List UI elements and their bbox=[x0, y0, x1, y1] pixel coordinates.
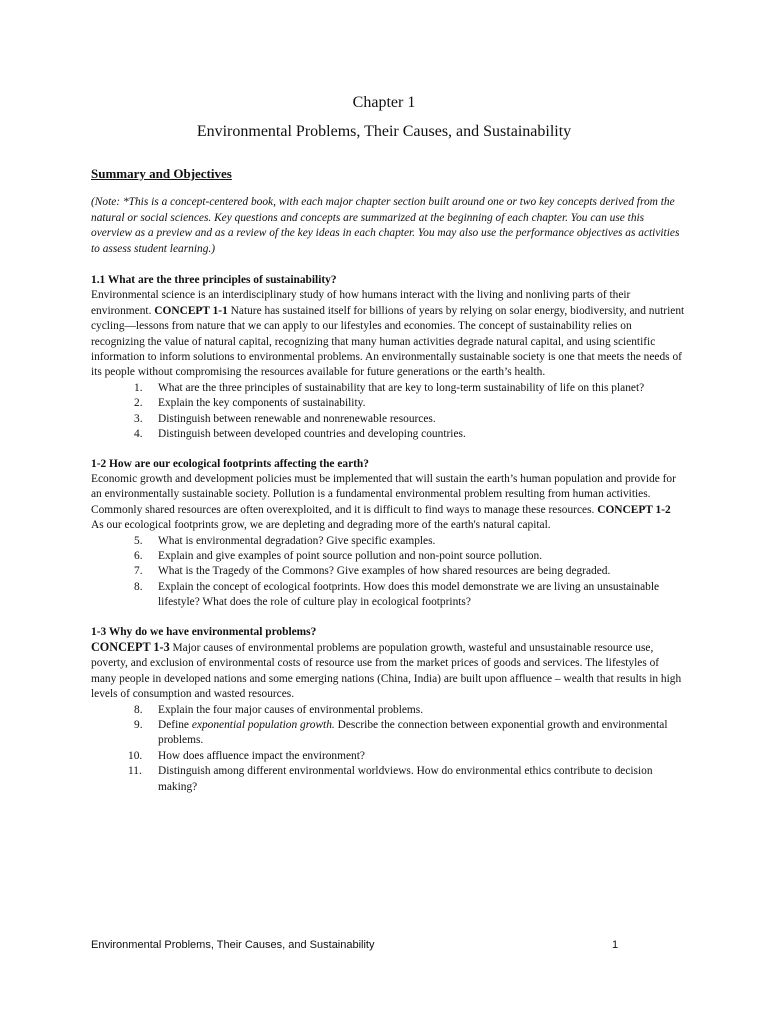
item-text: Distinguish among different environmental worldviews. How do environmental ethics contribute to decision making? bbox=[158, 765, 653, 793]
summary-note: (Note: *This is a concept-centered book, with each major chapter section built around one or two key concepts derived from the natural or social sciences. Key questions and concepts are summarized at the beginning of each chapter. You can use this overview as a preview and as a review of the key ideas in each chapter. You may also use the performance objectives as activities to assess student learning.) bbox=[91, 196, 680, 255]
list-item bbox=[134, 396, 685, 411]
item-number: 6. bbox=[134, 549, 143, 562]
list-item bbox=[134, 534, 685, 549]
body-text: Major causes of environmental problems are population growth, wasteful and unsustainable resource use, poverty, and exclusion of environmental costs of resource use from the market prices of goods and services. The lifestyles of many people in developed nations and some emerging nations (China, India) are built upon affluence – wealth that results in high levels of consumption and wasted resources. bbox=[91, 641, 682, 701]
objectives-list bbox=[91, 534, 685, 611]
concept-label: CONCEPT 1-2 bbox=[597, 503, 671, 516]
body-text: Nature has sustained itself for billions of years by relying on solar energy, biodiversity, and nutrient cycling—lessons from nature that we can apply to our lifestyles and economies. The concept of sustainability relies on recognizing the value of natural capital, recognizing that many human activities degrade natural capital, and using scientific information to inform solutions to environmental problems. An environmentally sustainable society is one that meets the needs of its people without compromising the resources available for future generations or the earth’s health. bbox=[91, 304, 685, 379]
list-item bbox=[134, 412, 685, 427]
list-item bbox=[134, 381, 685, 396]
concept-label: CONCEPT 1-1 bbox=[154, 304, 228, 317]
section-1-2 bbox=[91, 457, 685, 611]
body-text: Environmental science is an interdisciplinary study of how humans interact with the living and nonliving parts of their environment. bbox=[91, 289, 631, 317]
section-1-1 bbox=[91, 273, 685, 442]
item-text: Explain the key components of sustainability. bbox=[158, 397, 366, 410]
item-number: 3. bbox=[134, 412, 143, 425]
item-number: 1. bbox=[134, 381, 143, 394]
item-text: Define bbox=[158, 719, 192, 731]
objectives-list bbox=[91, 703, 685, 795]
list-item bbox=[134, 564, 685, 579]
item-number: 8. bbox=[134, 580, 143, 593]
item-text: How does affluence impact the environment? bbox=[158, 749, 365, 762]
item-number: 2. bbox=[134, 397, 143, 410]
item-text: What is environmental degradation? Give specific examples. bbox=[158, 534, 436, 547]
running-footer: Environmental Problems, Their Causes, and Sustainability bbox=[91, 939, 375, 951]
list-item bbox=[134, 580, 685, 611]
summary-heading: Summary and Objectives bbox=[91, 166, 232, 181]
page-number: 1 bbox=[612, 939, 619, 951]
chapter-label: Chapter 1 bbox=[352, 94, 416, 111]
item-number: 7. bbox=[134, 565, 143, 578]
list-item bbox=[134, 549, 685, 564]
section-body bbox=[91, 472, 685, 534]
item-number: 4. bbox=[134, 428, 143, 441]
item-text: What are the three principles of sustainability that are key to long-term sustainability of life on this planet? bbox=[158, 381, 645, 394]
section-body bbox=[91, 288, 685, 380]
list-item bbox=[134, 718, 685, 749]
item-number: 9. bbox=[134, 719, 143, 731]
body-text: Economic growth and development policies must be implemented that will sustain the earth’s human population and provide for an environmentally sustainable society. Pollution is a fundamental environmental problem resulting from human activities. Commonly shared resources are often overexploited, and it is difficult to find ways to manage these resources. bbox=[91, 472, 676, 516]
section-body bbox=[91, 640, 685, 703]
section-title: 1-3 Why do we have environmental problems? bbox=[91, 625, 317, 638]
list-item bbox=[128, 764, 685, 795]
page-content bbox=[91, 166, 685, 809]
item-emphasis: exponential population growth. bbox=[191, 719, 335, 731]
chapter-title: Environmental Problems, Their Causes, and Sustainability bbox=[196, 123, 572, 140]
list-item bbox=[128, 749, 685, 764]
item-text: Describe the connection between exponential growth and environmental problems. bbox=[158, 719, 668, 747]
item-text: Explain the concept of ecological footprints. How does this model demonstrate we are living an unsustainable lifestyle? What does the role of culture play in ecological footprints? bbox=[158, 580, 660, 609]
item-number: 11. bbox=[128, 765, 142, 778]
item-number: 8. bbox=[134, 703, 143, 716]
concept-label: CONCEPT 1-3 bbox=[91, 639, 170, 654]
item-text: Distinguish between renewable and nonrenewable resources. bbox=[158, 412, 436, 425]
section-title: 1.1 What are the three principles of sustainability? bbox=[91, 274, 337, 287]
item-number: 10. bbox=[128, 749, 143, 762]
item-text: What is the Tragedy of the Commons? Give examples of how shared resources are being degraded. bbox=[158, 565, 611, 578]
item-number: 5. bbox=[134, 534, 143, 547]
list-item bbox=[134, 703, 685, 718]
item-text: Explain and give examples of point source pollution and non-point source pollution. bbox=[158, 549, 543, 562]
item-text: Explain the four major causes of environmental problems. bbox=[158, 703, 424, 716]
section-title: 1-2 How are our ecological footprints affecting the earth? bbox=[91, 457, 369, 470]
item-text: Distinguish between developed countries and developing countries. bbox=[158, 428, 466, 441]
objectives-list bbox=[91, 381, 685, 443]
list-item bbox=[134, 427, 685, 442]
body-text: As our ecological footprints grow, we are depleting and degrading more of the earth's natural capital. bbox=[91, 519, 551, 532]
section-1-3 bbox=[91, 625, 685, 795]
